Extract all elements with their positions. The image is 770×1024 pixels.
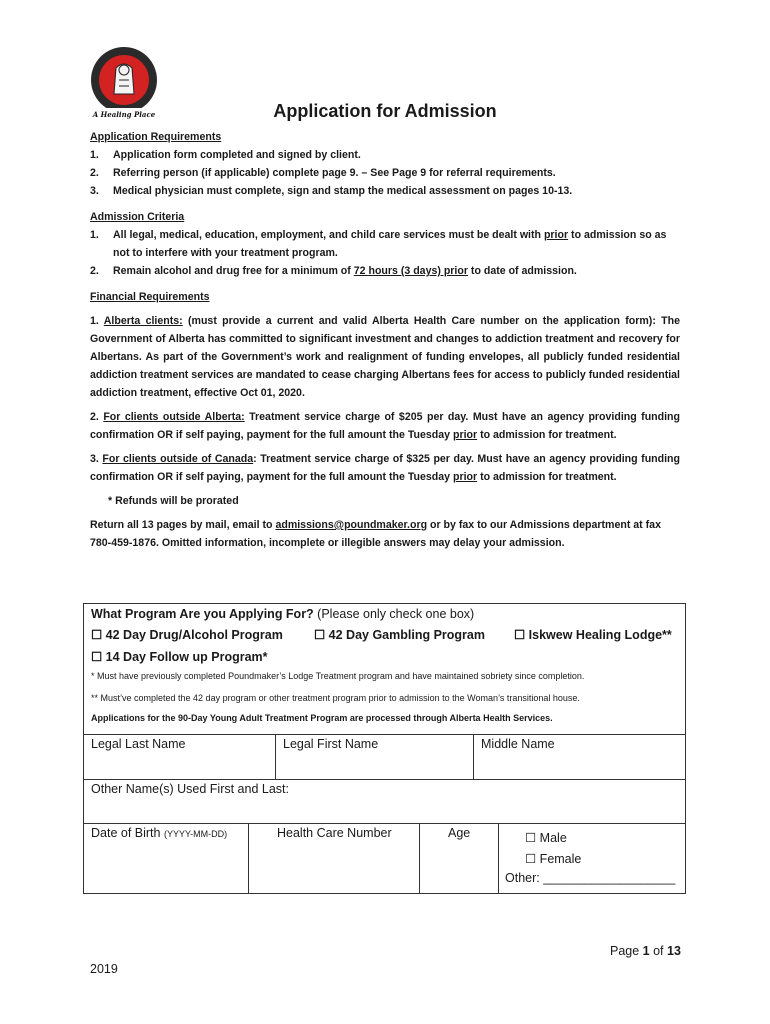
page-title: Application for Admission bbox=[273, 101, 497, 121]
requirements-heading: Application Requirements bbox=[90, 131, 222, 143]
program-note: * Must have previously completed Poundmaker’s Lodge Treatment program and have maintained sobriety since completion. bbox=[91, 671, 585, 681]
option-42-day-drug-alcohol[interactable]: ☐ 42 Day Drug/Alcohol Program bbox=[91, 628, 283, 642]
program-section bbox=[84, 604, 685, 735]
option-iskwew-healing-lodge[interactable]: ☐ Iskwew Healing Lodge** bbox=[514, 628, 672, 642]
return-instructions: Return all 13 pages by mail, email to admissions@poundmaker.org or by fax to our Admissions department at fax 780-459-1876. Omitted information, incomplete or illegible answers may delay your admission. bbox=[90, 519, 661, 549]
legal-last-name-field[interactable]: Legal Last Name bbox=[91, 737, 186, 751]
legal-first-name-field[interactable]: Legal First Name bbox=[283, 737, 379, 751]
footer-year: 2019 bbox=[90, 962, 118, 976]
financial-item: 3. For clients outside of Canada: Treatment service charge of $325 per day. Must have an agency providing funding confirmation OR if self paying, payment for the full amount the Tuesday prior to admission for treatment. bbox=[90, 453, 680, 483]
gender-female-checkbox[interactable]: ☐ Female bbox=[525, 852, 582, 866]
middle-name-field[interactable]: Middle Name bbox=[481, 737, 555, 751]
other-names-field[interactable]: Other Name(s) Used First and Last: bbox=[91, 782, 289, 796]
document-body bbox=[90, 128, 680, 552]
application-form bbox=[83, 603, 686, 894]
program-question: What Program Are you Applying For? (Please only check one box) bbox=[91, 607, 475, 621]
dob-format-hint: (YYYY-MM-DD) bbox=[163, 829, 228, 839]
gender-male-checkbox[interactable]: ☐ Male bbox=[525, 831, 567, 845]
program-note: Applications for the 90-Day Young Adult Treatment Program are processed through Alberta Health Services. bbox=[91, 713, 553, 723]
date-of-birth-field[interactable]: Date of Birth (YYYY-MM-DD) bbox=[91, 826, 228, 840]
refunds-note: * Refunds will be prorated bbox=[108, 495, 239, 507]
age-field[interactable]: Age bbox=[448, 826, 471, 840]
program-note: ** Must’ve completed the 42 day program or other treatment program prior to admission to the Woman’s transitional house. bbox=[91, 693, 580, 703]
gender-other-field[interactable]: Other: ___________________ bbox=[505, 871, 676, 885]
option-42-day-gambling[interactable]: ☐ 42 Day Gambling Program bbox=[314, 628, 485, 642]
criteria-item: 2. Remain alcohol and drug free for a minimum of 72 hours (3 days) prior to date of admission. bbox=[90, 265, 577, 277]
requirement-item: 2. Referring person (if applicable) complete page 9. – See Page 9 for referral requirements. bbox=[90, 167, 556, 179]
requirement-item: 3. Medical physician must complete, sign and stamp the medical assessment on pages 10-13. bbox=[90, 185, 573, 197]
logo-caption: A Healing Place bbox=[92, 110, 156, 119]
requirements-list bbox=[90, 146, 680, 200]
health-care-number-field[interactable]: Health Care Number bbox=[277, 826, 392, 840]
financial-heading: Financial Requirements bbox=[90, 291, 210, 303]
criteria-item: 1. All legal, medical, education, employment, and child care services must be dealt with prior to admission so as not to interfere with your treatment program. bbox=[90, 229, 667, 259]
criteria-heading: Admission Criteria bbox=[90, 211, 185, 223]
financial-item: 1. Alberta clients: (must provide a current and valid Alberta Health Care number on the application form): The Government of Alberta has committed to significant investment and changes to addiction treatment and recovery for Albertans. As part of the Government’s work and realignment of funding envelopes, all publicly funded residential addiction treatment services are mandated to cease charging Albertans fees for access to publicly funded residential addiction treatment, effective Oct 01, 2020. bbox=[90, 315, 681, 399]
requirement-item: 1. Application form completed and signed by client. bbox=[90, 149, 361, 161]
option-14-day-follow-up[interactable]: ☐ 14 Day Follow up Program* bbox=[91, 650, 268, 664]
financial-item: 2. For clients outside Alberta: Treatment service charge of $205 per day. Must have an agency providing funding confirmation OR if self paying, payment for the full amount the Tuesday prior to admission for treatment. bbox=[90, 411, 681, 441]
admissions-email-link[interactable]: admissions@poundmaker.org bbox=[275, 519, 428, 531]
page-number: Page 1 of 13 bbox=[610, 944, 681, 958]
